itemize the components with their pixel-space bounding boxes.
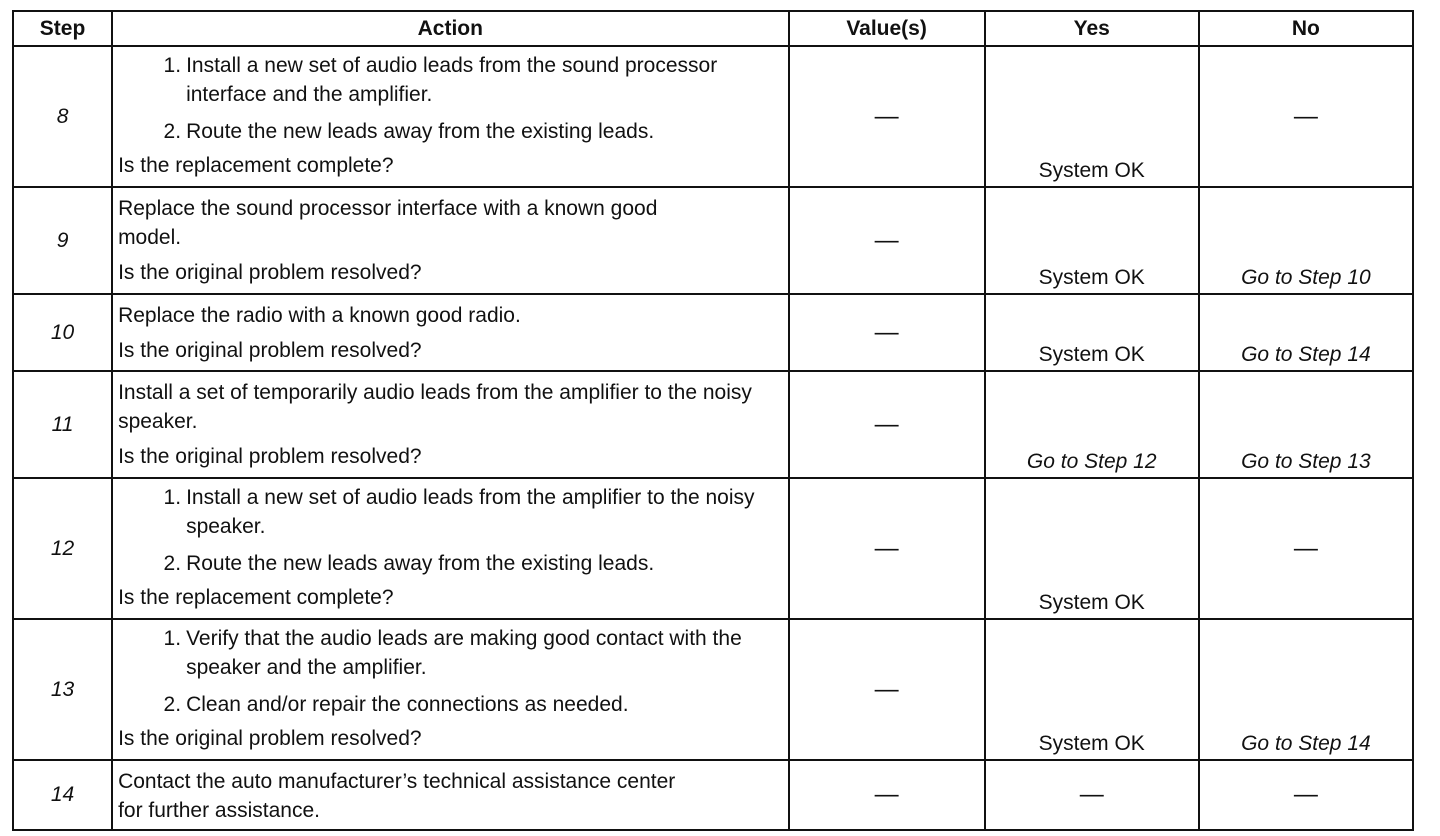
- yes-result: Go to Step 12: [1026, 450, 1157, 473]
- no-cell: [1199, 187, 1413, 294]
- no-cell: [1199, 371, 1413, 478]
- action-cell: [112, 187, 788, 294]
- table-row: [13, 371, 1413, 478]
- yes-result: System OK: [1038, 343, 1145, 366]
- value-cell: —: [789, 619, 985, 760]
- action-text: Replace the radio with a known good radio.: [118, 304, 521, 327]
- yes-cell: [985, 371, 1199, 478]
- value-cell: —: [789, 46, 985, 187]
- action-question: Is the original problem resolved?: [118, 445, 422, 468]
- action-cell: [112, 294, 788, 371]
- step-number: 13: [13, 619, 112, 760]
- action-cell: [112, 619, 788, 760]
- diagnostic-table: [12, 10, 1414, 831]
- value-cell: —: [789, 294, 985, 371]
- no-cell: [1199, 619, 1413, 760]
- header-no: No: [1199, 11, 1413, 46]
- header-step: Step: [13, 11, 112, 46]
- table-row: [13, 478, 1413, 619]
- no-result: Go to Step 13: [1241, 450, 1371, 473]
- action-cell: [112, 46, 788, 187]
- value-cell: —: [789, 371, 985, 478]
- step-number: 14: [13, 760, 112, 830]
- yes-result: System OK: [1038, 591, 1145, 614]
- value-cell: —: [789, 187, 985, 294]
- table-row: [13, 619, 1413, 760]
- action-cell: [112, 760, 788, 830]
- yes-cell: [985, 187, 1199, 294]
- action-question: Is the replacement complete?: [118, 154, 394, 177]
- yes-cell: [985, 46, 1199, 187]
- step-number: 9: [13, 187, 112, 294]
- action-list-item: 1. Install a new set of audio leads from the sound processor interface and the amplifier.: [163, 54, 718, 106]
- no-result: Go to Step 10: [1241, 266, 1371, 289]
- no-result: Go to Step 14: [1241, 343, 1371, 366]
- yes-result: System OK: [1038, 159, 1145, 182]
- action-question: Is the replacement complete?: [118, 586, 394, 609]
- header-action: Action: [112, 11, 788, 46]
- no-result: Go to Step 14: [1241, 732, 1371, 755]
- yes-result: System OK: [1038, 732, 1145, 755]
- step-number: 8: [13, 46, 112, 187]
- action-question: Is the original problem resolved?: [118, 727, 422, 750]
- step-number: 12: [13, 478, 112, 619]
- no-cell: —: [1199, 760, 1413, 830]
- action-cell: [112, 478, 788, 619]
- no-cell: —: [1199, 46, 1413, 187]
- yes-cell: [985, 619, 1199, 760]
- table-row: [13, 294, 1413, 371]
- value-cell: —: [789, 760, 985, 830]
- no-cell: [1199, 294, 1413, 371]
- step-number: 11: [13, 371, 112, 478]
- table-row: [13, 46, 1413, 187]
- yes-cell: [985, 294, 1199, 371]
- table-row: [13, 760, 1413, 830]
- yes-cell: —: [985, 760, 1199, 830]
- action-cell: [112, 371, 788, 478]
- action-question: Is the original problem resolved?: [118, 339, 422, 362]
- value-cell: —: [789, 478, 985, 619]
- header-values: Value(s): [789, 11, 985, 46]
- action-list-item: 1. Install a new set of audio leads from the amplifier to the noisy speaker.: [163, 486, 755, 538]
- step-number: 10: [13, 294, 112, 371]
- action-list-item: 2. Route the new leads away from the existing leads.: [163, 552, 655, 575]
- action-text: Replace the sound processor interface with a known good model.: [118, 197, 658, 249]
- action-list-item: 2. Clean and/or repair the connections as needed.: [163, 693, 629, 716]
- no-cell: —: [1199, 478, 1413, 619]
- action-list-item: 2. Route the new leads away from the existing leads.: [163, 120, 655, 143]
- action-question: Is the original problem resolved?: [118, 261, 422, 284]
- header-row: [13, 11, 1413, 46]
- header-yes: Yes: [985, 11, 1199, 46]
- table-row: [13, 187, 1413, 294]
- yes-cell: [985, 478, 1199, 619]
- action-text: Install a set of temporarily audio leads from the amplifier to the noisy speaker.: [118, 381, 752, 433]
- action-text: Contact the auto manufacturer’s technical assistance center for further assistance.: [118, 770, 676, 822]
- yes-result: System OK: [1038, 266, 1145, 289]
- action-list-item: 1. Verify that the audio leads are making good contact with the speaker and the amplifier.: [163, 627, 742, 679]
